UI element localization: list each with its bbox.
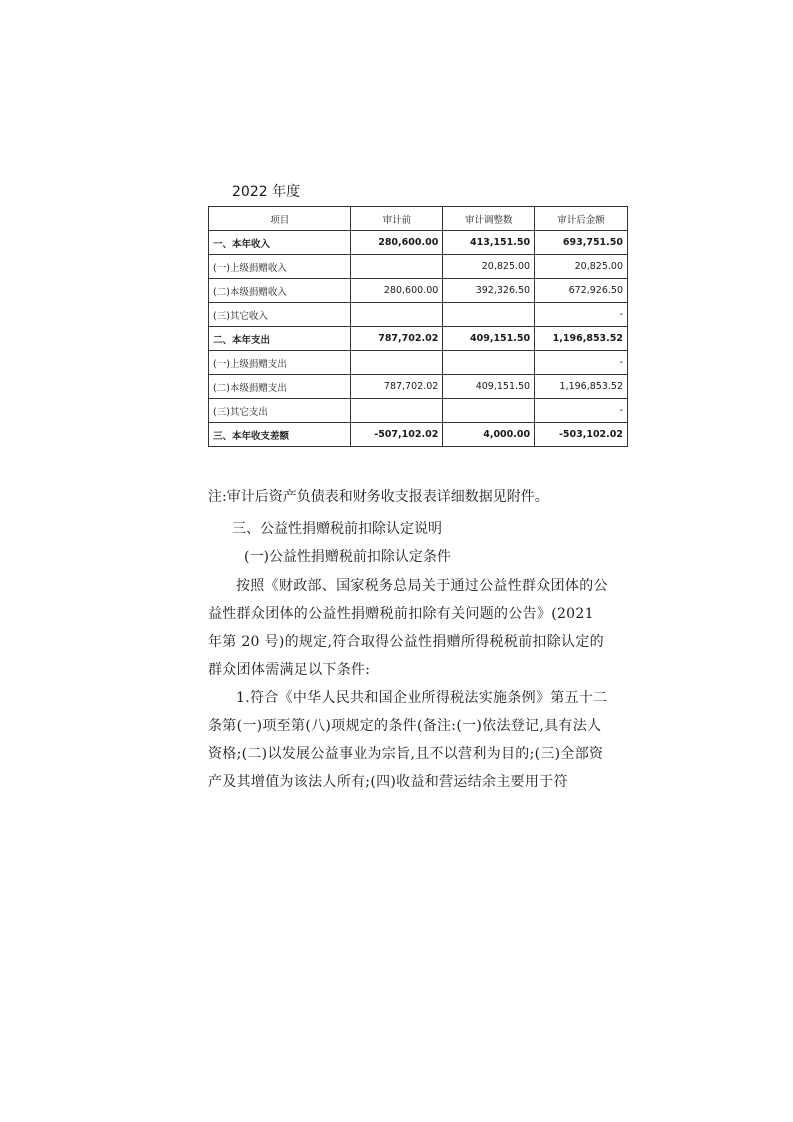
row-label: 一、本年收入 bbox=[209, 231, 351, 255]
row-label: (一)上级捐赠支出 bbox=[209, 351, 351, 375]
row-before-audit: 280,600.00 bbox=[351, 279, 443, 303]
note-text: 注:审计后资产负债表和财务收支报表详细数据见附件。 bbox=[208, 489, 549, 505]
row-audit-adjustment bbox=[443, 351, 535, 375]
table-row bbox=[209, 351, 628, 375]
header-after-audit: 审计后金额 bbox=[535, 207, 628, 231]
financial-table bbox=[208, 206, 628, 447]
row-label: 二、本年支出 bbox=[209, 327, 351, 351]
row-after-audit: -503,102.02 bbox=[535, 423, 628, 447]
row-audit-adjustment: 413,151.50 bbox=[443, 231, 535, 255]
row-audit-adjustment: 409,151.50 bbox=[443, 375, 535, 399]
row-audit-adjustment: 20,825.00 bbox=[443, 255, 535, 279]
table-row bbox=[209, 303, 628, 327]
row-label: (三)其它支出 bbox=[209, 399, 351, 423]
row-before-audit bbox=[351, 399, 443, 423]
row-label: (二)本级捐赠支出 bbox=[209, 375, 351, 399]
row-before-audit bbox=[351, 255, 443, 279]
table-row bbox=[209, 399, 628, 423]
table-header-row bbox=[209, 207, 628, 231]
paragraph-1: 按照《财政部、国家税务总局关于通过公益性群众团体的公益性群众团体的公益性捐赠税前扣除有关问题的公告》(2021 年第 20 号)的规定,符合取得公益性捐赠所得税税前扣除认定的群众团体需满足以下条件: bbox=[208, 578, 608, 678]
row-before-audit: -507,102.02 bbox=[351, 423, 443, 447]
row-label: (二)本级捐赠收入 bbox=[209, 279, 351, 303]
subsection-heading: (一)公益性捐赠税前扣除认定条件 bbox=[244, 549, 451, 565]
row-before-audit bbox=[351, 303, 443, 327]
row-before-audit: 787,702.02 bbox=[351, 327, 443, 351]
table-row bbox=[209, 279, 628, 303]
header-item: 项目 bbox=[209, 207, 351, 231]
year-title: 2022 年度 bbox=[232, 184, 301, 200]
header-audit-adjustment: 审计调整数 bbox=[443, 207, 535, 231]
row-audit-adjustment: 392,326.50 bbox=[443, 279, 535, 303]
table-row bbox=[209, 255, 628, 279]
row-audit-adjustment bbox=[443, 399, 535, 423]
row-after-audit: - bbox=[535, 303, 628, 327]
row-audit-adjustment: 4,000.00 bbox=[443, 423, 535, 447]
row-after-audit: 693,751.50 bbox=[535, 231, 628, 255]
row-before-audit: 280,600.00 bbox=[351, 231, 443, 255]
row-audit-adjustment bbox=[443, 303, 535, 327]
row-after-audit: 1,196,853.52 bbox=[535, 375, 628, 399]
table-row bbox=[209, 423, 628, 447]
row-label: 三、本年收支差额 bbox=[209, 423, 351, 447]
row-after-audit: - bbox=[535, 399, 628, 423]
row-after-audit: 20,825.00 bbox=[535, 255, 628, 279]
row-before-audit bbox=[351, 351, 443, 375]
table-row bbox=[209, 231, 628, 255]
row-audit-adjustment: 409,151.50 bbox=[443, 327, 535, 351]
row-before-audit: 787,702.02 bbox=[351, 375, 443, 399]
row-after-audit: 1,196,853.52 bbox=[535, 327, 628, 351]
row-after-audit: - bbox=[535, 351, 628, 375]
header-before-audit: 审计前 bbox=[351, 207, 443, 231]
row-after-audit: 672,926.50 bbox=[535, 279, 628, 303]
row-label: (三)其它收入 bbox=[209, 303, 351, 327]
table-row bbox=[209, 327, 628, 351]
row-label: (一)上级捐赠收入 bbox=[209, 255, 351, 279]
paragraph-2: 1.符合《中华人民共和国企业所得税法实施条例》第五十二条第(一)项至第(八)项规定的条件(备注:(一)依法登记,具有法人资格;(二)以发展公益事业为宗旨,且不以营利为目的;(三)全部资产及其增值为该法人所有;(四)收益和营运结余主要用于符 bbox=[208, 690, 608, 790]
section-heading: 三、公益性捐赠税前扣除认定说明 bbox=[232, 521, 442, 537]
table-row bbox=[209, 375, 628, 399]
